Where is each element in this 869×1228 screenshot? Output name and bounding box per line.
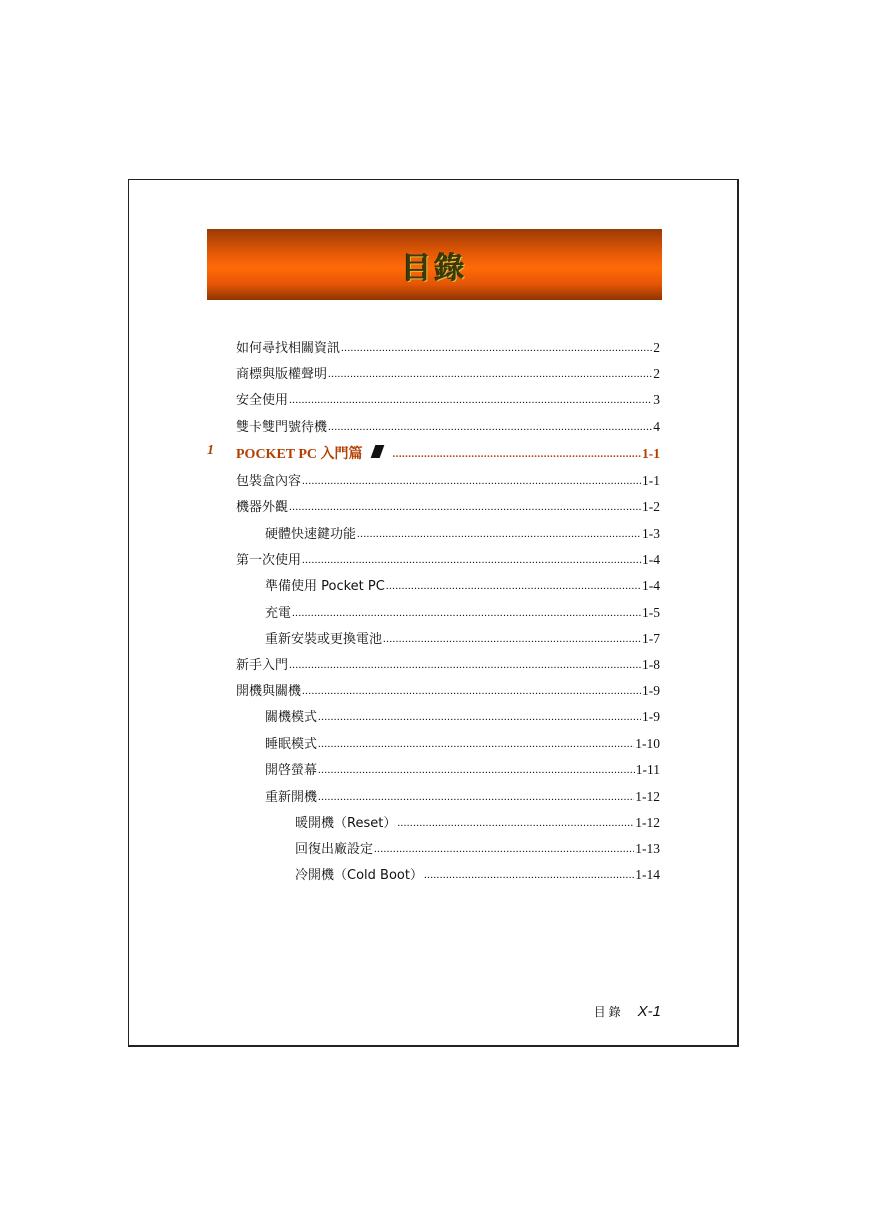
toc-entry[interactable] [0,733,869,751]
toc-entry-page: 1-9 [642,683,660,698]
dot-leader [318,738,634,750]
toc-entry[interactable] [0,549,869,567]
footer-section-label: 目錄 [593,1005,624,1019]
toc-entry-page: 1-3 [642,526,660,541]
dot-leader [328,421,652,433]
dot-leader [318,791,634,803]
toc-entry-page: 1-12 [635,789,660,804]
toc-entry-label: 新手入門 [236,658,289,673]
dot-leader [424,869,634,881]
dot-leader [289,659,641,671]
toc-entry-label: 冷開機（Cold Boot） [295,868,423,883]
toc-entry-page: 1-1 [642,446,660,461]
page-title: 目錄 [401,250,468,286]
dot-leader [357,528,641,540]
toc-entry[interactable] [0,706,869,724]
toc-entry-label: 開機與關機 [236,684,302,699]
toc-entry-label: 機器外觀 [236,500,289,515]
page-footer [594,1003,661,1020]
dot-leader [341,342,652,354]
slash-icon [370,445,384,458]
toc-entry[interactable] [0,838,869,856]
toc-entry-page: 1-10 [635,736,660,751]
dot-leader [374,843,634,855]
toc-entry[interactable] [0,812,869,830]
dot-leader [397,817,634,829]
toc-entry-page: 1-4 [642,578,660,593]
toc-entry-page: 1-5 [642,605,660,620]
toc-entry[interactable] [0,470,869,488]
toc-entry-label: 暖開機（Reset） [295,816,397,831]
dot-leader [328,368,652,380]
toc-entry-page: 1-8 [642,657,660,672]
toc-entry-page: 2 [653,340,660,355]
dot-leader [289,501,641,513]
toc-entry-page: 1-2 [642,499,660,514]
toc-entry-page: 2 [653,366,660,381]
toc-entry-page: 1-12 [635,815,660,830]
toc-entry[interactable] [0,575,869,593]
toc-entry[interactable] [0,680,869,698]
toc-entry-label: 第一次使用 [236,553,302,568]
dot-leader [289,394,652,406]
toc-entry-label: 安全使用 [236,393,289,408]
toc-entry-label: 如何尋找相關資訊 [236,341,341,356]
toc-entry[interactable] [0,864,869,882]
title-banner [207,229,662,300]
toc-entry-label: 準備使用 Pocket PC [265,579,385,594]
dot-leader [302,475,641,487]
toc-entry-label: POCKET PC 入門篇 [236,447,363,462]
dot-leader [302,554,641,566]
toc-entry-label: 雙卡雙門號待機 [236,420,328,435]
toc-entry[interactable] [0,389,869,407]
toc-entry[interactable] [0,654,869,672]
toc-entry[interactable] [0,416,869,434]
toc-entry-label: 關機模式 [265,710,318,725]
toc-entry-label: 開啓螢幕 [265,763,318,778]
toc-entry-label: 商標與版權聲明 [236,367,328,382]
toc-entry-page: 4 [653,419,660,434]
dot-leader [318,711,641,723]
toc-entry[interactable] [0,602,869,620]
toc-chapter-entry[interactable] [0,443,869,461]
footer-page-number: X-1 [637,1003,661,1020]
toc-entry-page: 1-11 [635,762,660,777]
toc-entry-label: 硬體快速鍵功能 [265,527,357,542]
toc-entry-label: 回復出廠設定 [295,842,374,857]
dot-leader [318,764,635,776]
toc-entry-page: 1-14 [635,867,660,882]
dot-leader [393,448,641,460]
toc-entry[interactable] [0,496,869,514]
toc-entry-page: 1-9 [642,709,660,724]
toc-entry[interactable] [0,786,869,804]
toc-entry-label: 包裝盒內容 [236,474,302,489]
dot-leader [302,685,641,697]
toc-entry-label: 重新開機 [265,790,318,805]
toc-entry[interactable] [0,628,869,646]
dot-leader [383,633,641,645]
toc-entry[interactable] [0,363,869,381]
chapter-number: 1 [207,443,214,458]
dot-leader [386,580,641,592]
toc-entry-page: 3 [653,392,660,407]
toc-entry-label: 睡眠模式 [265,737,318,752]
toc-entry-label: 重新安裝或更換電池 [265,632,383,647]
toc-entry[interactable] [0,337,869,355]
dot-leader [292,607,641,619]
toc-entry[interactable] [0,759,869,777]
toc-entry-label: 充電 [265,606,292,621]
toc-entry-page: 1-7 [642,631,660,646]
toc-entry-page: 1-4 [642,552,660,567]
toc-entry-page: 1-13 [635,841,660,856]
toc-entry[interactable] [0,523,869,541]
toc-entry-page: 1-1 [642,473,660,488]
